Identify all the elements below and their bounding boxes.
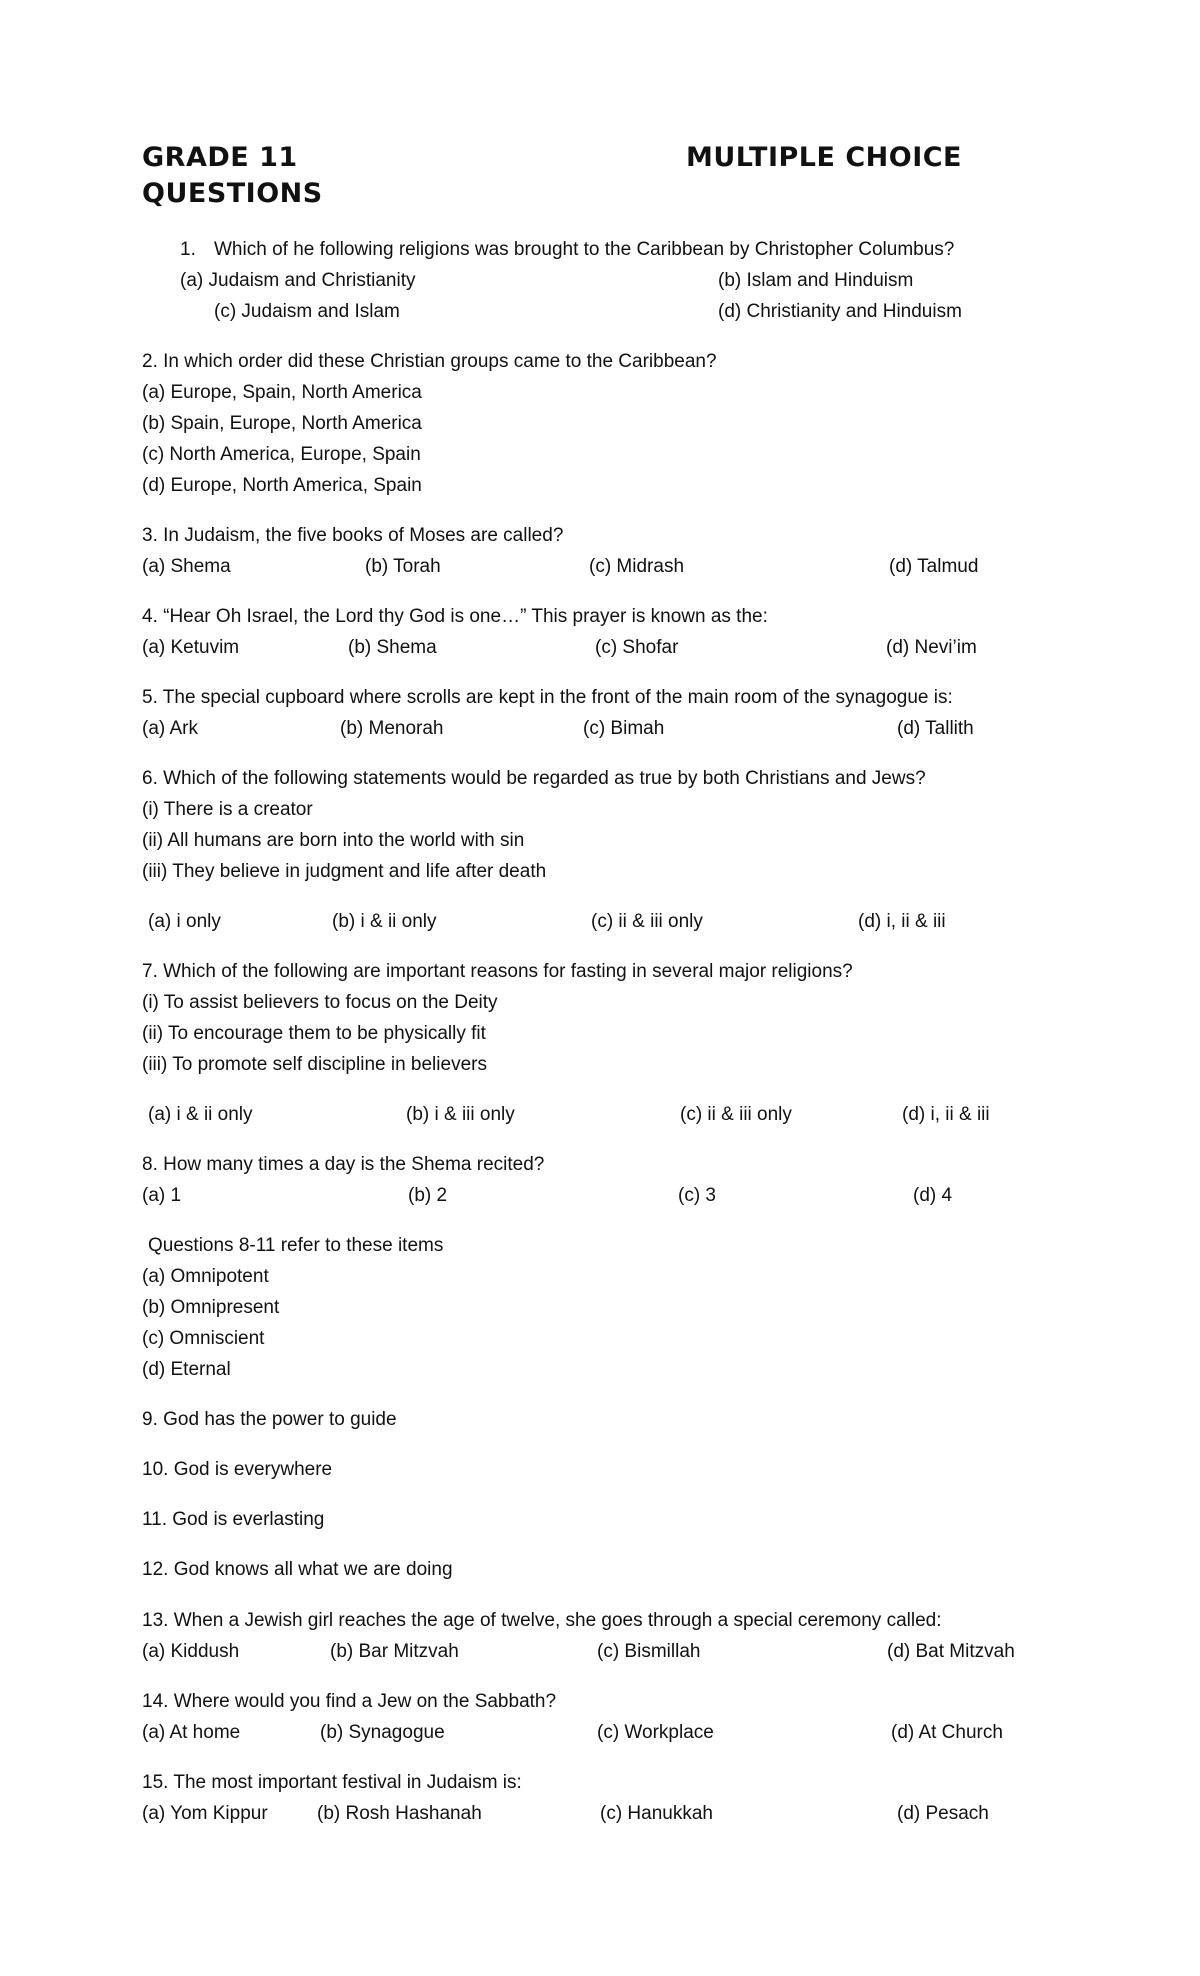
q1-option-c: (c) Judaism and Islam bbox=[214, 301, 400, 322]
q6-option-b: (b) i & ii only bbox=[332, 911, 437, 932]
q13-option-c: (c) Bismillah bbox=[597, 1641, 701, 1662]
q12-text: 12. God knows all what we are doing bbox=[142, 1559, 453, 1580]
q7-option-c: (c) ii & iii only bbox=[680, 1104, 792, 1125]
q5-option-d: (d) Tallith bbox=[897, 718, 974, 739]
q2-text: 2. In which order did these Christian groups came to the Caribbean? bbox=[142, 351, 717, 372]
q1-option-d: (d) Christianity and Hinduism bbox=[718, 301, 962, 322]
multiple-choice-heading: MULTIPLE CHOICE bbox=[686, 142, 962, 173]
q6-option-a: (a) i only bbox=[148, 911, 221, 932]
q13-text: 13. When a Jewish girl reaches the age of twelve, she goes through a special ceremony called: bbox=[142, 1610, 942, 1631]
q13-option-d: (d) Bat Mitzvah bbox=[887, 1641, 1015, 1662]
q4-option-d: (d) Nevi’im bbox=[886, 637, 977, 658]
q13-option-a: (a) Kiddush bbox=[142, 1641, 240, 1662]
q4-option-a: (a) Ketuvim bbox=[142, 637, 240, 658]
q8-option-d: (d) 4 bbox=[913, 1185, 953, 1206]
q5-option-c: (c) Bimah bbox=[583, 718, 665, 739]
q1-option-a: (a) Judaism and Christianity bbox=[180, 270, 416, 291]
q7-option-a: (a) i & ii only bbox=[148, 1104, 253, 1125]
q8-option-c: (c) 3 bbox=[678, 1185, 716, 1206]
q4-option-c: (c) Shofar bbox=[595, 637, 679, 658]
q2-option-b: (b) Spain, Europe, North America bbox=[142, 413, 422, 434]
q6-option-d: (d) i, ii & iii bbox=[858, 911, 946, 932]
grade-heading: GRADE 11 bbox=[142, 142, 298, 173]
q14-option-b: (b) Synagogue bbox=[320, 1722, 445, 1743]
q14-option-c: (c) Workplace bbox=[597, 1722, 714, 1743]
q5-option-a: (a) Ark bbox=[142, 718, 198, 739]
q2-option-a: (a) Europe, Spain, North America bbox=[142, 382, 422, 403]
q7-option-b: (b) i & iii only bbox=[406, 1104, 515, 1125]
q3-option-a: (a) Shema bbox=[142, 556, 231, 577]
q1-option-b: (b) Islam and Hinduism bbox=[718, 270, 914, 291]
q2-option-c: (c) North America, Europe, Spain bbox=[142, 444, 421, 465]
q3-option-c: (c) Midrash bbox=[589, 556, 685, 577]
q7-statement-iii: (iii) To promote self discipline in believers bbox=[142, 1054, 487, 1075]
q15-option-a: (a) Yom Kippur bbox=[142, 1803, 268, 1824]
q5-option-b: (b) Menorah bbox=[340, 718, 444, 739]
q14-text: 14. Where would you find a Jew on the Sabbath? bbox=[142, 1691, 557, 1712]
item-c: (c) Omniscient bbox=[142, 1328, 265, 1349]
q7-text: 7. Which of the following are important reasons for fasting in several major religions? bbox=[142, 961, 853, 982]
q11-text: 11. God is everlasting bbox=[142, 1509, 325, 1530]
q15-text: 15. The most important festival in Judaism is: bbox=[142, 1772, 522, 1793]
item-a: (a) Omnipotent bbox=[142, 1266, 269, 1287]
q14-option-a: (a) At home bbox=[142, 1722, 241, 1743]
item-d: (d) Eternal bbox=[142, 1359, 231, 1380]
q3-text: 3. In Judaism, the five books of Moses are called? bbox=[142, 525, 564, 546]
q9-text: 9. God has the power to guide bbox=[142, 1409, 397, 1430]
q10-text: 10. God is everywhere bbox=[142, 1459, 333, 1480]
q7-statement-i: (i) To assist believers to focus on the Deity bbox=[142, 992, 498, 1013]
q6-statement-ii: (ii) All humans are born into the world with sin bbox=[142, 830, 525, 851]
q6-statement-i: (i) There is a creator bbox=[142, 799, 313, 820]
q6-text: 6. Which of the following statements would be regarded as true by both Christians and Jews? bbox=[142, 768, 926, 789]
q4-option-b: (b) Shema bbox=[348, 637, 437, 658]
q15-option-d: (d) Pesach bbox=[897, 1803, 989, 1824]
q2-option-d: (d) Europe, North America, Spain bbox=[142, 475, 422, 496]
q8-option-a: (a) 1 bbox=[142, 1185, 182, 1206]
q1-number: 1. bbox=[180, 239, 196, 260]
questions-heading: QUESTIONS bbox=[142, 178, 323, 209]
item-b: (b) Omnipresent bbox=[142, 1297, 280, 1318]
q15-option-c: (c) Hanukkah bbox=[600, 1803, 713, 1824]
q3-option-b: (b) Torah bbox=[365, 556, 441, 577]
q7-option-d: (d) i, ii & iii bbox=[902, 1104, 990, 1125]
q8-option-b: (b) 2 bbox=[408, 1185, 448, 1206]
q1-text: Which of he following religions was brought to the Caribbean by Christopher Columbus? bbox=[214, 239, 955, 260]
q4-text: 4. “Hear Oh Israel, the Lord thy God is one…” This prayer is known as the: bbox=[142, 606, 768, 627]
q14-option-d: (d) At Church bbox=[891, 1722, 1003, 1743]
q5-text: 5. The special cupboard where scrolls are kept in the front of the main room of the synagogue is: bbox=[142, 687, 953, 708]
q6-statement-iii: (iii) They believe in judgment and life after death bbox=[142, 861, 547, 882]
q8-text: 8. How many times a day is the Shema recited? bbox=[142, 1154, 545, 1175]
q13-option-b: (b) Bar Mitzvah bbox=[330, 1641, 459, 1662]
q3-option-d: (d) Talmud bbox=[889, 556, 979, 577]
q6-option-c: (c) ii & iii only bbox=[591, 911, 703, 932]
items-intro: Questions 8-11 refer to these items bbox=[148, 1235, 444, 1256]
q15-option-b: (b) Rosh Hashanah bbox=[317, 1803, 482, 1824]
q7-statement-ii: (ii) To encourage them to be physically fit bbox=[142, 1023, 486, 1044]
